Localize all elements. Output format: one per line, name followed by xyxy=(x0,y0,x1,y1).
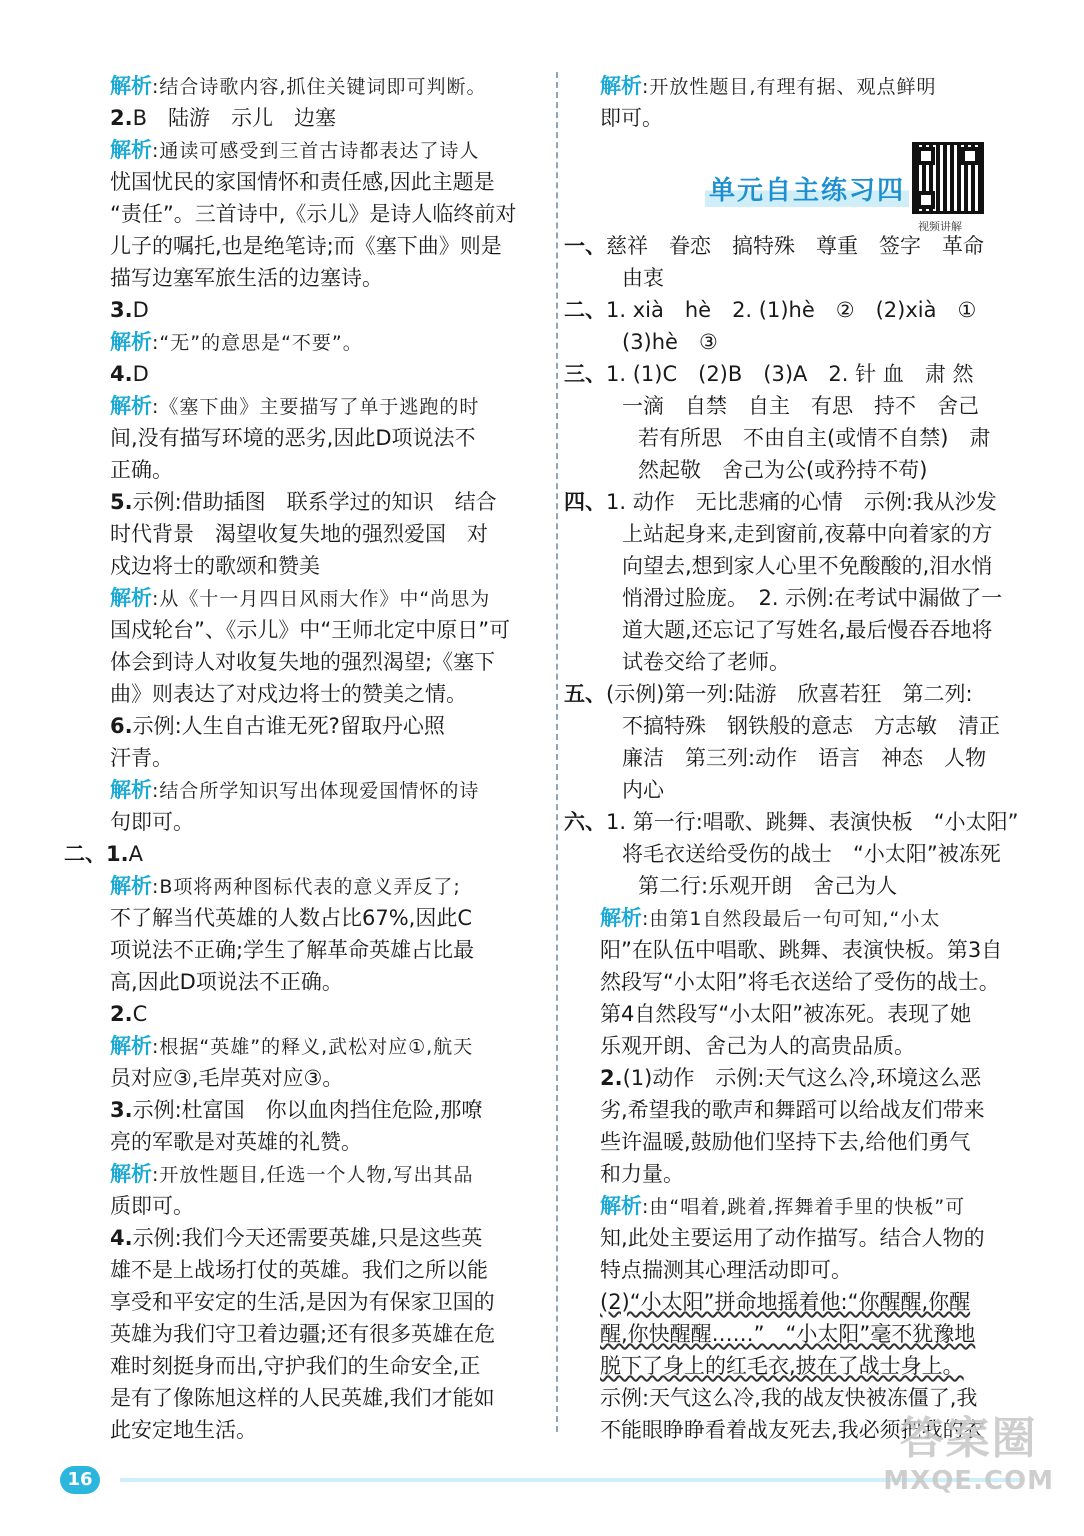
right-column xyxy=(564,230,1020,1446)
section-number: 四、 xyxy=(564,490,606,514)
line-text: 示例:人生自古谁无死?留取丹心照 xyxy=(132,714,445,738)
text-line xyxy=(110,678,528,710)
line-text: 些许温暖,鼓励他们坚持下去,给他们勇气 xyxy=(600,1130,971,1154)
text-line xyxy=(110,166,528,198)
analysis-label: 解析 xyxy=(600,906,642,930)
line-text: :“无”的意思是“不要”。 xyxy=(152,332,363,354)
text-line xyxy=(600,262,1020,294)
analysis-label: 解析 xyxy=(110,138,152,162)
line-text: 1. (1)C (2)B (3)A 2. 针 血 肃 然 xyxy=(606,362,974,386)
text-line xyxy=(110,806,528,838)
line-text: D xyxy=(132,362,149,386)
line-text: :结合所学知识写出体现爱国情怀的诗 xyxy=(152,780,480,802)
line-text: 劣,希望我的歌声和舞蹈可以给战友们带来 xyxy=(600,1098,985,1122)
qr-code-icon[interactable] xyxy=(912,142,984,214)
text-line xyxy=(110,1126,528,1158)
section-number: 二、 xyxy=(564,298,606,322)
text-line xyxy=(600,518,1020,550)
analysis-label: 解析 xyxy=(600,74,642,98)
text-line xyxy=(600,1126,1020,1158)
text-line xyxy=(110,1158,528,1190)
analysis-label: 解析 xyxy=(110,874,152,898)
line-text: (1)动作 示例:天气这么冷,环境这么恶 xyxy=(622,1066,982,1090)
analysis-label: 解析 xyxy=(110,586,152,610)
line-text: 示例:我们今天还需要英雄,只是这些英 xyxy=(132,1226,483,1250)
line-text: 和力量。 xyxy=(600,1162,684,1186)
line-text: 内心 xyxy=(622,778,664,802)
question-number: 1. xyxy=(106,842,129,866)
analysis-label: 解析 xyxy=(110,394,152,418)
text-line xyxy=(110,710,528,742)
line-text: 不能眼睁睁看着战友死去,我必须把我的衣 xyxy=(600,1418,985,1442)
line-text: 由衷 xyxy=(622,266,664,290)
text-line xyxy=(600,774,1020,806)
text-line xyxy=(110,774,528,806)
text-line xyxy=(600,454,1020,486)
text-line xyxy=(110,1414,528,1446)
line-text: 特点揣测其心理活动即可。 xyxy=(600,1258,852,1282)
line-text: 示例:天气这么冷,我的战友快被冻僵了,我 xyxy=(600,1386,978,1410)
line-text: 曲》则表达了对戍边将士的赞美之情。 xyxy=(110,682,467,706)
text-line xyxy=(110,518,528,550)
text-line xyxy=(110,1222,528,1254)
text-line xyxy=(600,1094,1020,1126)
text-line xyxy=(110,262,528,294)
line-text: 不了解当代英雄的人数占比67%,因此C xyxy=(110,906,473,930)
line-text: :从《十一月四日风雨大作》中“尚思为 xyxy=(152,588,491,610)
text-line xyxy=(564,358,1020,390)
line-text: :《塞下曲》主要描写了单于逃跑的时 xyxy=(152,396,480,418)
line-text: 是有了像陈旭这样的人民英雄,我们才能如 xyxy=(110,1386,495,1410)
line-text: 1. xià hè 2. (1)hè ② (2)xià ① xyxy=(606,298,977,322)
line-text: “责任”。三首诗中,《示儿》是诗人临终前对 xyxy=(110,202,517,226)
line-text: 知,此处主要运用了动作描写。结合人物的 xyxy=(600,1226,985,1250)
text-line xyxy=(110,102,528,134)
text-line xyxy=(110,70,528,102)
line-text: 戍边将士的歌颂和赞美 xyxy=(110,554,320,578)
section-number: 二、 xyxy=(64,842,106,866)
right-column-top xyxy=(600,70,1020,134)
line-text: :根据“英雄”的释义,武松对应①,航天 xyxy=(152,1036,474,1058)
line-text: B 陆游 示儿 边塞 xyxy=(132,106,336,130)
text-line xyxy=(110,1190,528,1222)
text-line xyxy=(110,934,528,966)
line-text: 忧国忧民的家国情怀和责任感,因此主题是 xyxy=(110,170,495,194)
watermark xyxy=(883,1402,1054,1496)
unit-title: 单元自主练习四 xyxy=(705,170,909,207)
column-divider xyxy=(556,72,558,1432)
text-line xyxy=(600,1030,1020,1062)
analysis-label: 解析 xyxy=(110,778,152,802)
text-line xyxy=(110,1286,528,1318)
line-text: 一滴 自禁 自主 有思 持不 舍己 xyxy=(622,394,979,418)
section-number: 五、 xyxy=(564,682,606,706)
text-line xyxy=(600,326,1020,358)
left-column xyxy=(64,70,528,1446)
line-text: 试卷交给了老师。 xyxy=(622,650,790,674)
line-text: 然起敬 舍己为公(或矜持不苟) xyxy=(638,458,928,482)
line-text: 国戍轮台”、《示儿》中“王师北定中原日”可 xyxy=(110,618,511,642)
text-line xyxy=(110,422,528,454)
text-line xyxy=(600,902,1020,934)
line-text: 悄滑过脸庞。 2. 示例:在考试中漏做了一 xyxy=(622,586,1003,610)
line-text: 廉洁 第三列:动作 语言 神态 人物 xyxy=(622,746,987,770)
line-text: 儿子的嘱托,也是绝笔诗;而《塞下曲》则是 xyxy=(110,234,502,258)
analysis-label: 解析 xyxy=(600,1194,642,1218)
line-text: 阳”在队伍中唱歌、跳舞、表演快板。第3自 xyxy=(600,938,1003,962)
text-line xyxy=(600,70,1020,102)
line-text: (示例)第一列:陆游 欣喜若狂 第二列: xyxy=(606,682,973,706)
text-line xyxy=(600,550,1020,582)
qr-label: 视频讲解 xyxy=(918,220,962,233)
text-line xyxy=(110,1030,528,1062)
text-line xyxy=(110,614,528,646)
line-text: 项说法不正确;学生了解革命英雄占比最 xyxy=(110,938,475,962)
text-line xyxy=(110,230,528,262)
text-line xyxy=(110,1382,528,1414)
watermark-title: 答案圈 xyxy=(899,1413,1038,1464)
text-line xyxy=(564,806,1020,838)
line-text: 醒,你快醒醒……” “小太阳”毫不犹豫地 xyxy=(600,1322,976,1346)
line-text: 道大题,还忘记了写姓名,最后慢吞吞地将 xyxy=(622,618,993,642)
line-text: 第4自然段写“小太阳”被冻死。表现了她 xyxy=(600,1002,972,1026)
section-number: 六、 xyxy=(564,810,606,834)
line-text: 时代背景 渴望收复失地的强烈爱国 对 xyxy=(110,522,488,546)
line-text: 即可。 xyxy=(600,106,663,130)
text-line xyxy=(110,486,528,518)
line-text: 质即可。 xyxy=(110,1194,194,1218)
line-text: 1. 动作 无比悲痛的心情 示例:我从沙发 xyxy=(606,490,997,514)
line-text: 享受和平安定的生活,是因为有保家卫国的 xyxy=(110,1290,495,1314)
analysis-label: 解析 xyxy=(110,74,152,98)
line-text: 雄不是上战场打仗的英雄。我们之所以能 xyxy=(110,1258,488,1282)
text-line xyxy=(110,198,528,230)
question-number: 2. xyxy=(600,1066,623,1090)
text-line xyxy=(110,390,528,422)
line-text: 间,没有描写环境的恶劣,因此D项说法不 xyxy=(110,426,476,450)
line-text: :由“唱着,跳着,挥舞着手里的快板”可 xyxy=(642,1196,966,1218)
question-number: 2. xyxy=(110,106,133,130)
line-text: 向望去,想到家人心里不免酸酸的,泪水悄 xyxy=(622,554,993,578)
text-line xyxy=(600,710,1020,742)
text-line xyxy=(110,1094,528,1126)
line-text: 慈祥 眷恋 搞特殊 尊重 签字 革命 xyxy=(606,234,984,258)
text-line xyxy=(110,294,528,326)
line-text: 难时刻挺身而出,守护我们的生命安全,正 xyxy=(110,1354,481,1378)
line-text: 汗青。 xyxy=(110,746,173,770)
line-text: 高,因此D项说法不正确。 xyxy=(110,970,343,994)
text-line xyxy=(600,1254,1020,1286)
text-line xyxy=(600,1158,1020,1190)
text-line xyxy=(110,870,528,902)
line-text: 描写边塞军旅生活的边塞诗。 xyxy=(110,266,383,290)
line-text: :开放性题目,任选一个人物,写出其品 xyxy=(152,1164,474,1186)
watermark-url: MXQE.COM xyxy=(883,1466,1054,1496)
text-line xyxy=(110,582,528,614)
question-number: 3. xyxy=(110,1098,133,1122)
text-line xyxy=(110,134,528,166)
text-line xyxy=(110,1254,528,1286)
text-line xyxy=(110,998,528,1030)
text-line xyxy=(564,230,1020,262)
line-text: 示例:杜富国 你以血肉挡住危险,那嘹 xyxy=(132,1098,483,1122)
question-number: 6. xyxy=(110,714,133,738)
text-line xyxy=(600,422,1020,454)
line-text: 然段写“小太阳”将毛衣送给了受伤的战士。 xyxy=(600,970,1000,994)
text-line xyxy=(600,614,1020,646)
section-number: 一、 xyxy=(564,234,606,258)
text-line xyxy=(64,838,528,870)
line-text: 正确。 xyxy=(110,458,173,482)
text-line xyxy=(600,102,1020,134)
line-text: 若有所思 不由自主(或情不自禁) 肃 xyxy=(638,426,991,450)
text-line xyxy=(600,582,1020,614)
text-line xyxy=(600,998,1020,1030)
line-text: 乐观开朗、舍己为人的高贵品质。 xyxy=(600,1034,915,1058)
text-line xyxy=(110,454,528,486)
question-number: 2. xyxy=(110,1002,133,1026)
page-number: 16 xyxy=(60,1466,100,1494)
text-line xyxy=(600,966,1020,998)
question-number: 5. xyxy=(110,490,133,514)
line-text: 员对应③,毛岸英对应③。 xyxy=(110,1066,344,1090)
text-line xyxy=(110,1318,528,1350)
line-text: :B项将两种图标代表的意义弄反了; xyxy=(152,876,461,898)
text-line xyxy=(110,326,528,358)
text-line xyxy=(110,742,528,774)
text-line xyxy=(564,486,1020,518)
line-text: :通读可感受到三首古诗都表达了诗人 xyxy=(152,140,480,162)
line-text: (3)hè ③ xyxy=(622,330,718,354)
text-line xyxy=(600,646,1020,678)
text-line xyxy=(110,966,528,998)
line-text: :开放性题目,有理有据、观点鲜明 xyxy=(642,76,937,98)
text-line xyxy=(110,358,528,390)
text-line xyxy=(110,1350,528,1382)
analysis-label: 解析 xyxy=(110,1034,152,1058)
text-line xyxy=(110,1062,528,1094)
line-text: 英雄为我们守卫着边疆;还有很多英雄在危 xyxy=(110,1322,496,1346)
line-text: 不搞特殊 钢铁般的意志 方志敏 清正 xyxy=(622,714,1000,738)
line-text: 1. 第一行:唱歌、跳舞、表演快板 “小太阳” xyxy=(606,810,1019,834)
text-line xyxy=(600,1318,1020,1350)
line-text: 上站起身来,走到窗前,夜幕中向着家的方 xyxy=(622,522,993,546)
analysis-label: 解析 xyxy=(110,1162,152,1186)
text-line xyxy=(110,550,528,582)
line-text: A xyxy=(128,842,143,866)
line-text: 脱下了身上的红毛衣,披在了战士身上。 xyxy=(600,1354,964,1378)
text-line xyxy=(600,1062,1020,1094)
text-line xyxy=(564,678,1020,710)
text-line xyxy=(600,1350,1020,1382)
line-text: C xyxy=(132,1002,148,1026)
line-text: :结合诗歌内容,抓住关键词即可判断。 xyxy=(152,76,487,98)
text-line xyxy=(600,838,1020,870)
question-number: 4. xyxy=(110,1226,133,1250)
line-text: :由第1自然段最后一句可知,“小太 xyxy=(642,908,941,930)
line-text: 亮的军歌是对英雄的礼赞。 xyxy=(110,1130,362,1154)
line-text: 句即可。 xyxy=(110,810,194,834)
text-line xyxy=(600,1222,1020,1254)
line-text: 示例:借助插图 联系学过的知识 结合 xyxy=(132,490,497,514)
text-line xyxy=(600,870,1020,902)
text-line xyxy=(110,646,528,678)
text-line xyxy=(600,934,1020,966)
question-number: 4. xyxy=(110,362,133,386)
line-text: 体会到诗人对收复失地的强烈渴望;《塞下 xyxy=(110,650,496,674)
section-number: 三、 xyxy=(564,362,606,386)
line-text: D xyxy=(132,298,149,322)
text-line xyxy=(600,390,1020,422)
text-line xyxy=(600,1190,1020,1222)
text-line xyxy=(110,902,528,934)
analysis-label: 解析 xyxy=(110,330,152,354)
text-line xyxy=(564,294,1020,326)
line-text: 此安定地生活。 xyxy=(110,1418,257,1442)
question-number: 3. xyxy=(110,298,133,322)
line-text: 将毛衣送给受伤的战士 “小太阳”被冻死 xyxy=(622,842,1001,866)
line-text: (2)“小太阳”拼命地摇着他:“你醒醒,你醒 xyxy=(600,1290,971,1314)
line-text: 第二行:乐观开朗 舍己为人 xyxy=(638,874,898,898)
text-line xyxy=(600,1286,1020,1318)
text-line xyxy=(600,742,1020,774)
